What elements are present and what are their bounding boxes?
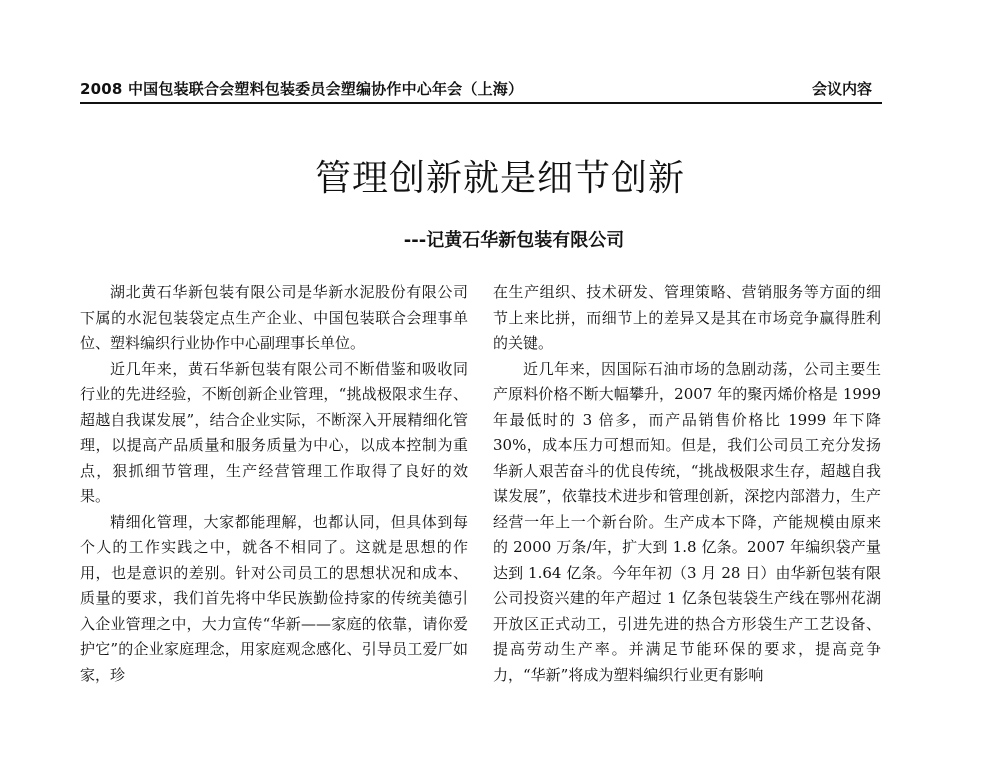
paragraph: 近几年来，因国际石油市场的急剧动荡，公司主要生产原料价格不断大幅攀升，2007 年的聚丙烯价格是 1999 年最低时的 3 倍多，而产品销售价格比 1999 年下降 30%，成本压力可想而知。但是，我们公司员工充分发扬华新人艰苦奋斗的优良传统，“挑战极限求生存，超越自我谋发展”，依靠技术进步和管理创新，深挖内部潜力，生产经营一年上一个新台阶。生产成本下降，产能规模由原来的 2000 万条/年，扩大到 1.8 亿条。2007 年编织袋产量达到 1.64 亿条。今年年初（3 月 28 日）由华新包装有限公司投资兴建的年产超过 1 亿条包装袋生产线在鄂州花湖开放区正式动工，引进先进的热合方形袋生产工艺设备、提高劳动生产率。并满足节能环保的要求，提高竞争力，“华新”将成为塑料编织行业更有影响: [493, 359, 881, 684]
paragraph-continuation: 在生产组织、技术研发、管理策略、营销服务等方面的细节上来比拼，而细节上的差异又是其在市场竞争赢得胜利的关键。: [493, 283, 881, 352]
left-column: [80, 280, 468, 688]
article-subtitle: ---记黄石华新包装有限公司: [403, 230, 625, 251]
paragraph: 近几年来，黄石华新包装有限公司不断借鉴和吸收同行业的先进经验，不断创新企业管理，“挑战极限求生存、超越自我谋发展”，结合企业实际，不断深入开展精细化管理，以提高产品质量和服务质量为中心，以成本控制为重点，狠抓细节管理，生产经营管理工作取得了良好的效果。: [80, 359, 468, 505]
header-conference-title: 2008 中国包装联合会塑料包装委员会塑编协作中心年会（上海）: [80, 80, 524, 98]
paragraph: 湖北黄石华新包装有限公司是华新水泥股份有限公司下属的水泥包装袋定点生产企业、中国包装联合会理事单位、塑料编织行业协作中心副理事长单位。: [80, 283, 468, 352]
right-column: [493, 280, 881, 688]
header-section-label: 会议内容: [811, 80, 872, 98]
paragraph: 精细化管理，大家都能理解，也都认同，但具体到每个人的工作实践之中，就各不相同了。这就是思想的作用，也是意识的差别。针对公司员工的思想状况和成本、质量的要求，我们首先将中华民族勤俭持家的传统美德引入企业管理之中，大力宣传“华新——家庭的依靠，请你爱护它”的企业家庭理念，用家庭观念感化、引导员工爱厂如家，珍: [80, 512, 468, 684]
running-header: [80, 78, 880, 104]
header-divider: [80, 102, 882, 104]
article-title: 管理创新就是细节创新: [314, 158, 685, 199]
